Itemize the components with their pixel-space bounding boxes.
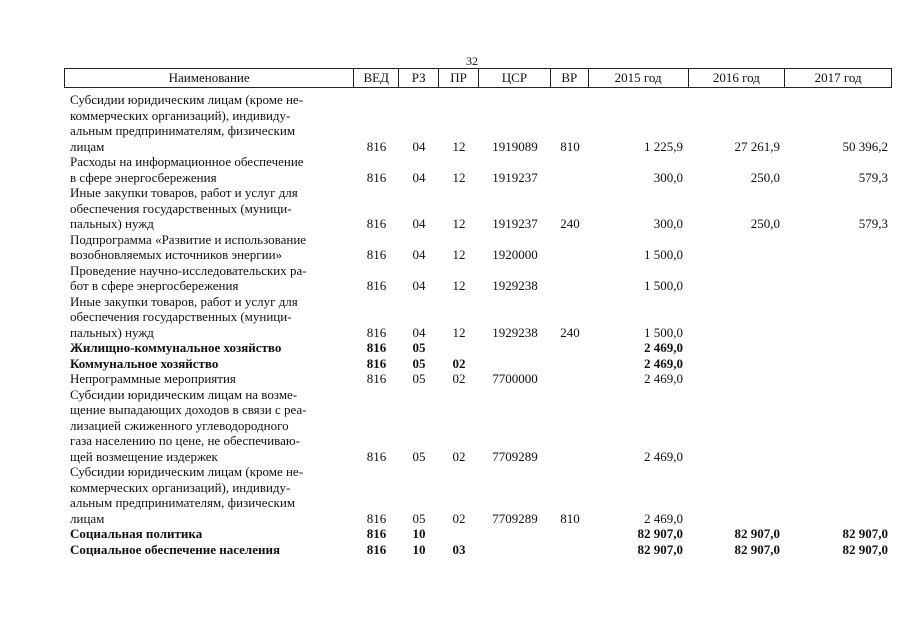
cell-pr: 12 <box>452 278 466 293</box>
cell-rz: 04 <box>412 216 426 231</box>
table-row <box>64 185 892 232</box>
cell-ved: 816 <box>366 278 387 293</box>
name-line: альным предпринимателям, физическим <box>70 123 296 138</box>
cell-vr: 810 <box>560 510 580 526</box>
table-header <box>64 68 892 88</box>
cell-ved: 816 <box>366 169 387 185</box>
cell-ved: 816 <box>366 138 387 154</box>
cell-2016: 82 907,0 <box>734 526 780 541</box>
cell-pr: 12 <box>452 324 466 340</box>
header-2017: 2017 год <box>814 70 862 85</box>
cell-vr: 240 <box>560 324 580 340</box>
cell-pr: 02 <box>452 371 466 386</box>
cell-name <box>64 340 354 356</box>
name-line: лизацией сжиженного углеводородного <box>70 417 289 433</box>
cell-rz: 04 <box>412 324 426 340</box>
cell-2016: 250,0 <box>750 169 780 185</box>
cell-2017: 50 396,2 <box>842 138 888 154</box>
table-row <box>64 294 892 341</box>
cell-csr: 1929238 <box>492 324 538 340</box>
cell-rz: 05 <box>412 510 426 526</box>
cell-rz: 05 <box>412 371 426 386</box>
name-line: возобновляемых источников энергии» <box>70 247 283 262</box>
cell-2015: 300,0 <box>653 169 683 185</box>
name-line: Социальное обеспечение населения <box>70 541 280 557</box>
cell-rz: 04 <box>412 138 426 154</box>
cell-name <box>64 387 354 465</box>
cell-name <box>64 356 354 372</box>
cell-name <box>64 154 354 185</box>
name-line: Подпрограмма «Развитие и использование <box>70 231 307 247</box>
cell-ved: 816 <box>366 510 387 526</box>
cell-pr: 03 <box>452 541 466 557</box>
name-line: обеспечения государственных (муници- <box>70 200 292 216</box>
cell-pr: 02 <box>452 355 466 371</box>
table-row <box>64 464 892 526</box>
cell-csr: 7709289 <box>492 510 538 526</box>
cell-2017: 579,3 <box>858 216 888 231</box>
cell-pr: 12 <box>452 247 466 262</box>
cell-ved: 816 <box>366 324 387 340</box>
cell-2015: 2 469,0 <box>644 340 683 355</box>
cell-2017: 579,3 <box>858 169 888 185</box>
cell-pr: 12 <box>452 169 466 185</box>
cell-2015: 2 469,0 <box>644 355 683 371</box>
cell-2015: 1 500,0 <box>644 324 683 340</box>
name-line: коммерческих организаций), индивиду- <box>70 479 291 495</box>
cell-vr: 240 <box>560 216 580 231</box>
name-line: коммерческих организаций), индивиду- <box>70 107 291 123</box>
header-name: Наименование <box>65 69 354 87</box>
cell-2015: 1 500,0 <box>644 247 683 262</box>
name-line: альным предпринимателям, физическим <box>70 495 296 510</box>
cell-2015: 1 500,0 <box>644 278 683 293</box>
table-row <box>64 263 892 294</box>
name-line: лицам <box>70 510 105 526</box>
name-line: Субсидии юридическим лицам на возме- <box>70 386 298 402</box>
cell-csr: 1919237 <box>492 169 538 185</box>
table-row <box>64 232 892 263</box>
name-line: Коммунальное хозяйство <box>70 355 219 371</box>
name-line: бот в сфере энергосбережения <box>70 278 239 293</box>
cell-name <box>64 464 354 526</box>
table-row <box>64 340 892 356</box>
cell-csr: 1920000 <box>492 247 538 262</box>
cell-2016: 27 261,9 <box>734 138 780 154</box>
cell-rz: 05 <box>412 448 426 464</box>
cell-rz: 10 <box>412 541 426 557</box>
cell-rz: 10 <box>412 526 426 541</box>
cell-name <box>64 542 354 558</box>
cell-ved: 816 <box>366 371 387 386</box>
name-line: газа населению по цене, не обеспечиваю- <box>70 433 300 448</box>
cell-rz: 04 <box>412 169 426 185</box>
cell-name <box>64 263 354 294</box>
name-line: Иные закупки товаров, работ и услуг для <box>70 293 298 309</box>
table-row <box>64 542 892 558</box>
cell-ved: 816 <box>366 448 387 464</box>
name-line: пальных) нужд <box>70 216 154 231</box>
cell-name <box>64 371 354 387</box>
header-2015: 2015 год <box>589 69 689 87</box>
cell-2015: 300,0 <box>653 216 683 231</box>
page-number: 32 <box>466 54 478 68</box>
name-line: лицам <box>70 138 105 154</box>
cell-2016: 250,0 <box>750 216 780 231</box>
cell-name <box>64 294 354 341</box>
cell-name <box>64 185 354 232</box>
cell-2015: 2 469,0 <box>644 448 683 464</box>
cell-csr: 1919237 <box>492 216 538 231</box>
cell-2016: 82 907,0 <box>734 541 780 557</box>
cell-pr: 02 <box>452 448 466 464</box>
cell-2015: 2 469,0 <box>644 371 683 386</box>
cell-pr: 12 <box>452 138 466 154</box>
name-line: Иные закупки товаров, работ и услуг для <box>70 185 298 200</box>
cell-csr: 1919089 <box>492 138 538 154</box>
name-line: в сфере энергосбережения <box>70 169 217 185</box>
cell-rz: 05 <box>412 340 426 355</box>
cell-pr: 12 <box>452 216 466 231</box>
name-line: Проведение научно-исследовательских ра- <box>70 262 307 278</box>
cell-ved: 816 <box>366 340 387 355</box>
table-body <box>64 92 892 557</box>
table-row <box>64 387 892 465</box>
header-ved: ВЕД <box>354 69 399 87</box>
cell-2017: 82 907,0 <box>842 541 888 557</box>
header-vr: ВР <box>551 69 589 87</box>
cell-2015: 82 907,0 <box>637 541 683 557</box>
header-pr: ПР <box>439 69 479 87</box>
cell-pr: 02 <box>452 510 466 526</box>
cell-2015: 2 469,0 <box>644 510 683 526</box>
name-line: Непрограммные мероприятия <box>70 371 236 386</box>
name-line: щение выпадающих доходов в связи с реа- <box>70 402 307 417</box>
cell-csr: 1929238 <box>492 278 538 293</box>
cell-csr: 7700000 <box>492 371 538 386</box>
header-csr: ЦСР <box>479 69 551 87</box>
name-line: Субсидии юридическим лицам (кроме не- <box>70 464 304 479</box>
cell-name <box>64 526 354 542</box>
cell-2017: 82 907,0 <box>842 526 888 541</box>
name-line: Субсидии юридическим лицам (кроме не- <box>70 92 304 107</box>
cell-rz: 05 <box>412 355 426 371</box>
cell-ved: 816 <box>366 216 387 231</box>
name-line: обеспечения государственных (муници- <box>70 309 292 324</box>
name-line: Расходы на информационное обеспечение <box>70 154 304 169</box>
cell-name <box>64 92 354 154</box>
cell-ved: 816 <box>366 526 387 541</box>
name-line: пальных) нужд <box>70 324 154 340</box>
cell-vr: 810 <box>560 138 580 154</box>
table-row <box>64 371 892 387</box>
cell-2015: 82 907,0 <box>637 526 683 541</box>
cell-name <box>64 232 354 263</box>
cell-rz: 04 <box>412 247 426 262</box>
name-line: Жилищно-коммунальное хозяйство <box>70 340 282 355</box>
table-row <box>64 154 892 185</box>
cell-2015: 1 225,9 <box>644 138 683 154</box>
cell-ved: 816 <box>366 541 387 557</box>
cell-csr: 7709289 <box>492 448 538 464</box>
cell-ved: 816 <box>366 355 387 371</box>
table-row <box>64 526 892 542</box>
cell-rz: 04 <box>412 278 426 293</box>
table-row <box>64 92 892 154</box>
header-2016: 2016 год <box>689 69 786 87</box>
header-rz: РЗ <box>399 69 439 87</box>
cell-ved: 816 <box>366 247 387 262</box>
name-line: щей возмещение издержек <box>70 448 218 464</box>
name-line: Социальная политика <box>70 526 203 541</box>
table-row <box>64 356 892 372</box>
